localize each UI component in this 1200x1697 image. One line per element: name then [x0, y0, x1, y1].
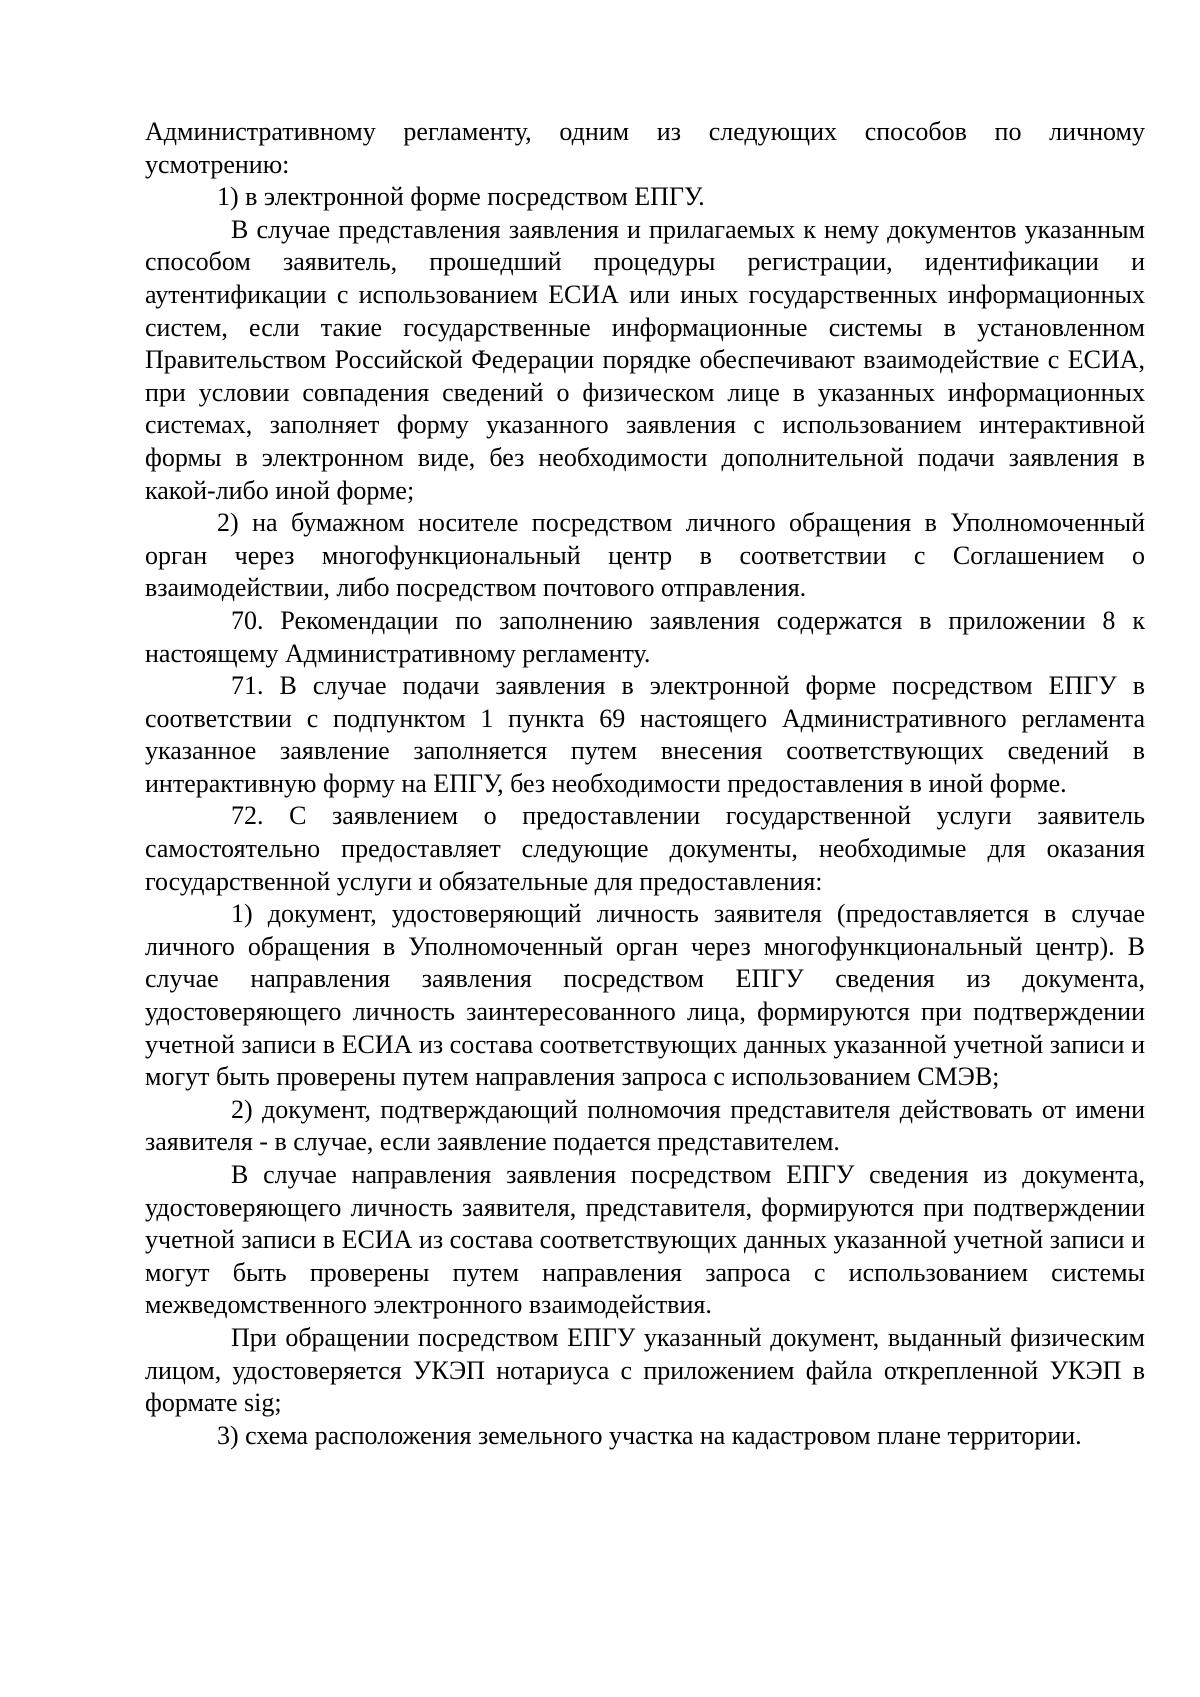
paragraph-doc-item-2: 2) документ, подтверждающий полномочия представителя действовать от имени заявителя - в случае, если заявление подается представителем. — [145, 1094, 1145, 1157]
paragraph-item-2-paper: 2) на бумажном носителе посредством личного обращения в Уполномоченный орган через многофункциональный центр в соответствии с Соглашением о взаимодействии, либо посредством почтового отправления. — [145, 508, 1145, 603]
paragraph-intro: Административному регламенту, одним из следующих способов по личному усмотрению: — [145, 117, 1145, 179]
document-page — [145, 116, 1145, 1452]
paragraph-electronic-details: В случае представления заявления и прилагаемых к нему документов указанным способом заявитель, прошедший процедуры регистрации, идентификации и аутентификации с использованием ЕСИА или иных государственных информационных систем, если такие государственные информационные системы в установленном Правительством Российской Федерации порядке обеспечивают взаимодействие с ЕСИА, при условии совпадения сведений о физическом лице в указанных информационных системах, заполняет форму указанного заявления с использованием интерактивной формы в электронном виде, без необходимости дополнительной подачи заявления в какой-либо иной форме; — [145, 214, 1145, 505]
paragraph-notary-ukep: При обращении посредством ЕПГУ указанный документ, выданный физическим лицом, удостоверяется УКЭП нотариуса с приложением файла открепленной УКЭП в формате sig; — [145, 1322, 1145, 1418]
paragraph-item-1-electronic: 1) в электронной форме посредством ЕПГУ. — [217, 182, 705, 212]
paragraph-clause-71: 71. В случае подачи заявления в электронной форме посредством ЕПГУ в соответствии с подпунктом 1 пункта 69 настоящего Административного регламента указанное заявление заполняется путем внесения соответствующих сведений в интерактивную форму на ЕПГУ, без необходимости предоставления в иной форме. — [145, 671, 1145, 798]
paragraph-doc-item-3: 3) схема расположения земельного участка на кадастровом плане территории. — [217, 1420, 1082, 1450]
paragraph-clause-70: 70. Рекомендации по заполнению заявления содержатся в приложении 8 к настоящему Административному регламенту. — [145, 605, 1145, 668]
paragraph-doc-item-1: 1) документ, удостоверяющий личность заявителя (предоставляется в случае личного обращения в Уполномоченный орган через многофункциональный центр). В случае направления заявления посредством ЕПГУ сведения из документа, удостоверяющего личность заинтересованного лица, формируются при подтверждении учетной записи в ЕСИА из состава соответствующих данных указанной учетной записи и могут быть проверены путем направления запроса с использованием СМЭВ; — [145, 899, 1145, 1092]
paragraph-epgu-identity: В случае направления заявления посредством ЕПГУ сведения из документа, удостоверяющего личность заявителя, представителя, формируются при подтверждении учетной записи в ЕСИА из состава соответствующих данных указанной учетной записи и могут быть проверены путем направления запроса с использованием системы межведомственного электронного взаимодействия. — [145, 1160, 1145, 1320]
paragraph-clause-72: 72. С заявлением о предоставлении государственной услуги заявитель самостоятельно предоставляет следующие документы, необходимые для оказания государственной услуги и обязательные для предоставления: — [145, 801, 1145, 896]
